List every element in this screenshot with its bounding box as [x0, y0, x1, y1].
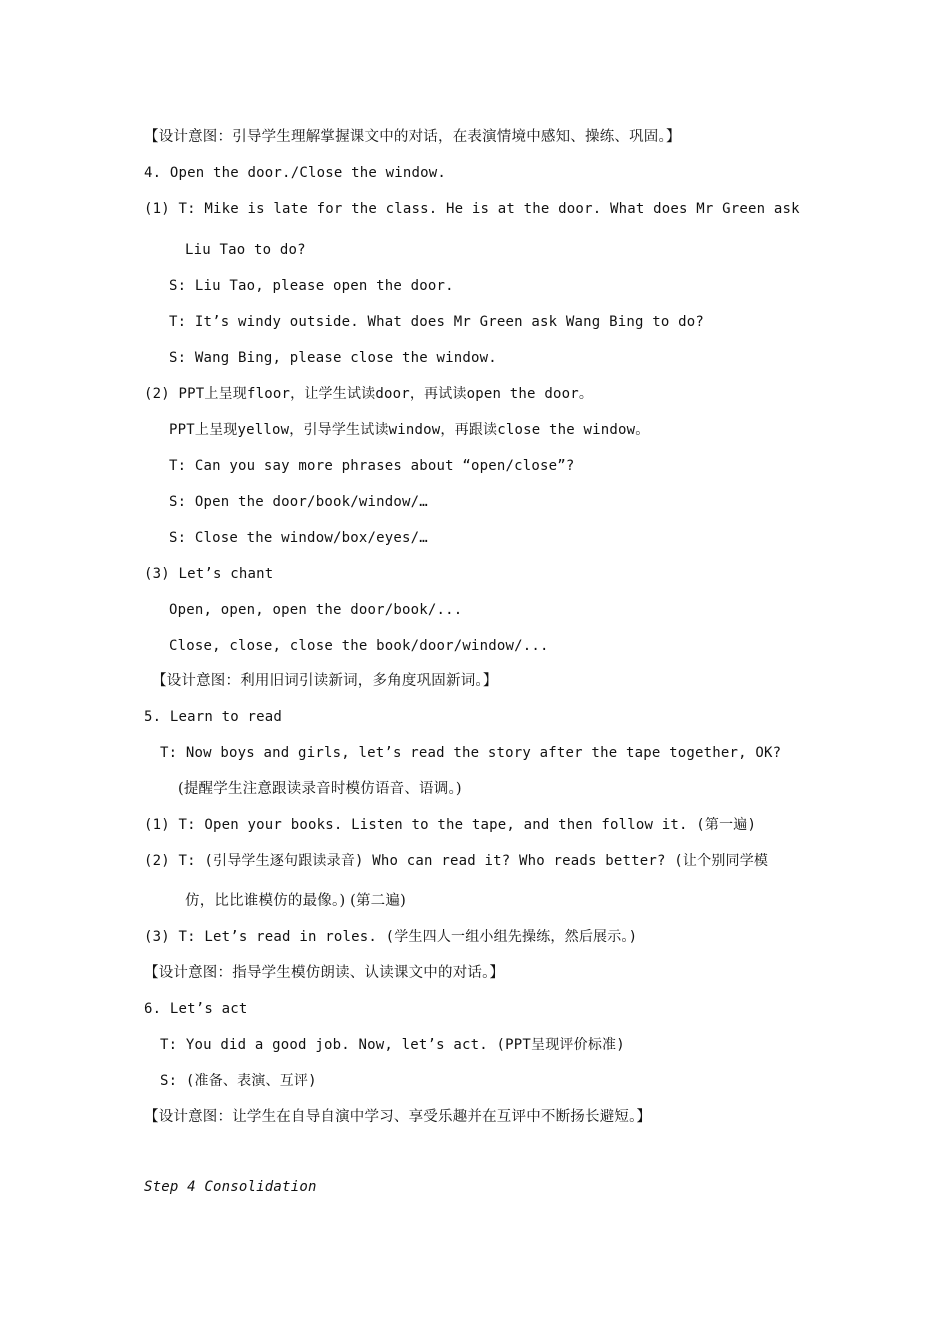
- instruction-line: PPT上呈现yellow，引导学生试读window，再跟读close the window。: [169, 422, 650, 438]
- design-intent-note-4: 【设计意图：让学生在自导自演中学习、享受乐趣并在互评中不断扬长避短。】: [144, 1109, 652, 1125]
- dialogue-line: T: Can you say more phrases about “open/close”?: [169, 458, 575, 474]
- step-heading: Step 4 Consolidation: [144, 1179, 317, 1195]
- dialogue-line: (2) T: (引导学生逐句跟读录音) Who can read it? Who reads better? (让个别同学模: [144, 853, 769, 869]
- section-heading-6: 6. Let’s act: [144, 1001, 248, 1017]
- dialogue-line: S: Liu Tao, please open the door.: [169, 278, 454, 294]
- chant-heading: (3) Let’s chant: [144, 566, 274, 582]
- section-heading-5: 5. Learn to read: [144, 709, 283, 725]
- dialogue-line: S: Open the door/book/window/…: [169, 494, 428, 510]
- dialogue-line: T: Now boys and girls, let’s read the story after the tape together, OK?: [160, 745, 782, 761]
- section-heading-4: 4. Open the door./Close the window.: [144, 165, 447, 181]
- chant-line: Open, open, open the door/book/...: [169, 602, 463, 618]
- dialogue-line: 仿，比比谁模仿的最像。) (第二遍): [185, 893, 406, 909]
- dialogue-line: T: It’s windy outside. What does Mr Green ask Wang Bing to do?: [169, 314, 704, 330]
- dialogue-line: T: You did a good job. Now, let’s act. (PPT呈现评价标准): [160, 1037, 625, 1053]
- dialogue-line: (1) T: Mike is late for the class. He is at the door. What does Mr Green ask: [144, 201, 800, 217]
- dialogue-line: (3) T: Let’s read in roles. (学生四人一组小组先操练，然后展示。): [144, 929, 638, 945]
- dialogue-line: S: Close the window/box/eyes/…: [169, 530, 428, 546]
- design-intent-note-3: 【设计意图：指导学生模仿朗读、认读课文中的对话。】: [144, 965, 505, 981]
- teacher-note: (提醒学生注意跟读录音时模仿语音、语调。): [178, 781, 462, 797]
- instruction-line: (2) PPT上呈现floor，让学生试读door，再试读open the door。: [144, 386, 594, 402]
- chant-line: Close, close, close the book/door/window/...: [169, 638, 549, 654]
- dialogue-line: Liu Tao to do?: [185, 242, 306, 258]
- dialogue-line: S: Wang Bing, please close the window.: [169, 350, 497, 366]
- dialogue-line: S: (准备、表演、互评): [160, 1073, 317, 1089]
- dialogue-line: (1) T: Open your books. Listen to the tape, and then follow it. (第一遍): [144, 817, 757, 833]
- design-intent-note-1: 【设计意图：引导学生理解掌握课文中的对话，在表演情境中感知、操练、巩固。】: [144, 129, 681, 145]
- design-intent-note-2: 【设计意图：利用旧词引读新词，多角度巩固新词。】: [152, 673, 498, 689]
